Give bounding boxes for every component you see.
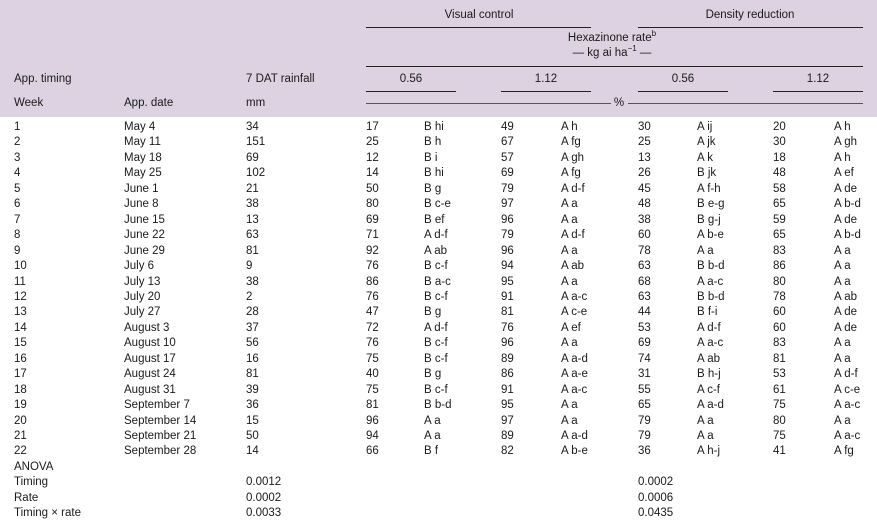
table-header: [0, 0, 877, 117]
cell-week: 17: [14, 368, 27, 381]
cell-visual-056-letters: A d-f: [424, 321, 448, 334]
cell-density-112-letters: A a: [834, 414, 851, 427]
cell-density-112-letters: A ab: [834, 290, 858, 303]
cell-visual-056-letters: B c-f: [424, 290, 448, 303]
cell-app-date: July 20: [124, 290, 161, 303]
cell-density-056-value: 38: [638, 213, 651, 226]
cell-density-112-letters: A d-f: [834, 368, 858, 381]
cell-visual-112-value: 67: [501, 136, 514, 149]
cell-density-056-letters: A ij: [697, 121, 713, 133]
cell-visual-056-letters: B hi: [424, 121, 444, 133]
cell-visual-112-letters: A a: [561, 198, 578, 211]
anova-density-pvalue: 0.0435: [638, 507, 674, 520]
cell-rainfall: 36: [246, 399, 259, 412]
cell-rainfall: 81: [246, 368, 259, 381]
cell-rainfall: 2: [246, 290, 253, 303]
cell-density-056-value: 26: [638, 167, 651, 180]
cell-week: 19: [14, 399, 27, 412]
percent-rule-right: [628, 103, 863, 104]
cell-density-056-letters: A jk: [697, 136, 716, 149]
cell-density-112-letters: A gh: [834, 136, 858, 149]
cell-density-056-letters: A a: [697, 414, 714, 427]
density-group-rule: [638, 27, 863, 28]
cell-density-112-value: 41: [773, 445, 786, 458]
cell-density-112-value: 80: [773, 414, 786, 427]
cell-rainfall: 102: [246, 167, 266, 180]
cell-app-date: June 8: [124, 198, 159, 211]
cell-rainfall: 50: [246, 430, 259, 442]
cell-week: 15: [14, 337, 27, 350]
cell-density-112-value: 58: [773, 182, 786, 195]
cell-density-056-value: 30: [638, 121, 651, 133]
cell-density-056-letters: A c-f: [697, 383, 721, 396]
cell-app-date: August 24: [124, 368, 176, 381]
cell-visual-112-value: 86: [501, 368, 514, 381]
cell-density-056-letters: B b-d: [697, 260, 725, 272]
cell-week: 22: [14, 445, 27, 458]
cell-visual-112-letters: A fg: [561, 167, 581, 180]
percent-heading: %: [613, 97, 625, 109]
cell-visual-056-value: 12: [366, 151, 379, 164]
cell-density-112-value: 75: [773, 399, 786, 412]
cell-visual-056-value: 80: [366, 198, 379, 211]
cell-density-056-letters: B b-d: [697, 290, 725, 303]
cell-app-date: June 15: [124, 213, 165, 226]
cell-rainfall: 13: [246, 213, 259, 226]
cell-week: 1: [14, 121, 21, 133]
cell-visual-112-letters: A a-e: [561, 368, 588, 381]
cell-week: 5: [14, 182, 21, 195]
cell-visual-056-value: 76: [366, 337, 379, 350]
cell-visual-112-letters: A h: [561, 121, 578, 133]
anova-label: Timing: [14, 476, 49, 489]
cell-visual-056-letters: B g: [424, 306, 442, 319]
rate-units-heading: — kg ai $ha^{-1}$ —: [572, 44, 652, 59]
mm-heading: mm: [246, 97, 266, 109]
cell-rainfall: 16: [246, 352, 259, 365]
rate-rule-1: [366, 91, 456, 92]
cell-density-056-value: 74: [638, 352, 651, 365]
cell-visual-056-letters: B hi: [424, 167, 444, 180]
cell-week: 20: [14, 414, 27, 427]
cell-density-056-value: 79: [638, 414, 651, 427]
cell-visual-112-letters: A a-c: [561, 290, 588, 303]
cell-density-056-value: 69: [638, 337, 651, 350]
cell-density-112-value: 81: [773, 352, 786, 365]
cell-app-date: July 6: [124, 260, 155, 272]
cell-visual-056-value: 81: [366, 399, 379, 412]
cell-density-112-letters: A b-d: [834, 229, 861, 242]
cell-visual-056-letters: B ef: [424, 213, 445, 226]
cell-density-112-letters: A ef: [834, 167, 854, 180]
cell-rainfall: 63: [246, 229, 259, 242]
cell-visual-112-value: 97: [501, 414, 514, 427]
cell-density-056-letters: A b-e: [697, 229, 724, 242]
cell-density-056-letters: A k: [697, 151, 713, 164]
cell-visual-112-letters: A a-d: [561, 430, 588, 442]
cell-week: 18: [14, 383, 27, 396]
cell-visual-112-letters: A b-e: [561, 445, 588, 458]
cell-visual-112-value: 96: [501, 244, 514, 257]
cell-week: 21: [14, 430, 27, 442]
cell-visual-056-letters: A a: [424, 414, 441, 427]
cell-rainfall: 56: [246, 337, 259, 350]
week-heading: Week: [14, 97, 44, 109]
rate-rule-3: [638, 91, 728, 92]
cell-visual-112-value: 49: [501, 121, 514, 133]
cell-density-112-letters: A a: [834, 260, 851, 272]
cell-density-056-value: 63: [638, 260, 651, 272]
cell-density-112-letters: A a-c: [834, 430, 861, 442]
cell-density-112-value: 83: [773, 337, 786, 350]
cell-app-date: June 1: [124, 182, 159, 195]
rate-group-rule: [366, 66, 863, 67]
cell-density-112-value: 60: [773, 321, 786, 334]
cell-density-056-letters: A ab: [697, 352, 721, 365]
cell-week: 6: [14, 198, 21, 211]
cell-density-112-value: 65: [773, 229, 786, 242]
cell-density-056-letters: B e-g: [697, 198, 725, 211]
cell-app-date: July 27: [124, 306, 161, 319]
cell-visual-112-letters: A ab: [561, 260, 585, 272]
anova-label: Timing × rate: [14, 507, 82, 520]
cell-density-112-value: 78: [773, 290, 786, 303]
cell-density-112-letters: A a: [834, 244, 851, 257]
cell-density-112-value: 80: [773, 275, 786, 288]
cell-visual-112-value: 79: [501, 182, 514, 195]
cell-visual-056-value: 66: [366, 445, 379, 458]
anova-density-pvalue: 0.0006: [638, 491, 674, 504]
visual-group-rule: [366, 27, 591, 28]
cell-density-112-letters: A de: [834, 321, 858, 334]
cell-week: 16: [14, 352, 27, 365]
cell-density-112-letters: A fg: [834, 445, 854, 458]
rainfall-heading: 7 DAT rainfall: [246, 73, 315, 85]
cell-density-112-letters: A a: [834, 337, 851, 350]
cell-rainfall: 38: [246, 198, 259, 211]
cell-visual-056-letters: B i: [424, 151, 438, 164]
rate-heading-visual-056: 0.56: [399, 73, 423, 85]
rate-rule-4: [773, 91, 863, 92]
cell-visual-112-letters: A a-c: [561, 383, 588, 396]
cell-density-056-letters: A a-c: [697, 337, 724, 350]
cell-density-112-value: 53: [773, 368, 786, 381]
cell-density-112-value: 30: [773, 136, 786, 149]
cell-visual-112-letters: A a: [561, 337, 578, 350]
cell-visual-112-value: 82: [501, 445, 514, 458]
cell-visual-056-value: 75: [366, 352, 379, 365]
cell-density-056-value: 63: [638, 290, 651, 303]
cell-rainfall: 14: [246, 445, 259, 458]
cell-density-056-value: 13: [638, 151, 651, 164]
cell-visual-112-letters: A a: [561, 213, 578, 226]
cell-density-112-letters: A a-c: [834, 399, 861, 412]
cell-density-112-letters: A h: [834, 121, 851, 133]
cell-visual-112-value: 79: [501, 229, 514, 242]
cell-app-date: September 7: [124, 399, 190, 412]
cell-visual-056-value: 47: [366, 306, 379, 319]
cell-week: 12: [14, 290, 27, 303]
cell-rainfall: 39: [246, 383, 259, 396]
cell-rainfall: 34: [246, 121, 259, 133]
cell-week: 9: [14, 244, 21, 257]
cell-visual-056-value: 69: [366, 213, 379, 226]
cell-visual-056-value: 86: [366, 275, 379, 288]
cell-app-date: May 18: [124, 151, 162, 164]
cell-visual-112-letters: A a: [561, 414, 578, 427]
cell-app-date: July 13: [124, 275, 161, 288]
cell-visual-056-value: 94: [366, 430, 379, 442]
cell-density-056-value: 53: [638, 321, 651, 334]
cell-week: 7: [14, 213, 21, 226]
cell-density-112-value: 86: [773, 260, 786, 272]
cell-visual-056-letters: B g: [424, 368, 442, 381]
cell-density-056-letters: A d-f: [697, 321, 721, 334]
app-date-heading: App. date: [124, 97, 174, 109]
cell-visual-056-value: 76: [366, 260, 379, 272]
cell-app-date: June 29: [124, 244, 165, 257]
cell-visual-056-letters: B c-f: [424, 260, 448, 272]
cell-visual-112-value: 97: [501, 198, 514, 211]
cell-density-112-letters: A b-d: [834, 198, 861, 211]
cell-app-date: August 10: [124, 337, 176, 350]
cell-visual-112-value: 91: [501, 290, 514, 303]
cell-visual-112-letters: A a: [561, 244, 578, 257]
anova-visual-pvalue: 0.0012: [246, 476, 282, 489]
hexazinone-rate-heading: Hexazinone rate$^b$: [567, 29, 657, 44]
cell-visual-112-value: 95: [501, 275, 514, 288]
cell-visual-112-letters: A d-f: [561, 229, 585, 242]
cell-week: 2: [14, 136, 21, 149]
cell-visual-112-letters: A a: [561, 275, 578, 288]
cell-visual-056-letters: B c-f: [424, 383, 448, 396]
cell-density-056-value: 68: [638, 275, 651, 288]
cell-density-056-value: 45: [638, 182, 651, 195]
cell-visual-056-value: 50: [366, 182, 379, 195]
cell-visual-112-value: 69: [501, 167, 514, 180]
density-reduction-heading: Density reduction: [705, 9, 795, 21]
cell-density-056-letters: B f-i: [697, 306, 718, 319]
cell-week: 10: [14, 260, 27, 272]
cell-density-112-value: 75: [773, 430, 786, 442]
cell-visual-056-value: 76: [366, 290, 379, 303]
cell-density-112-value: 48: [773, 167, 786, 180]
cell-visual-112-letters: A fg: [561, 136, 581, 149]
percent-rule-left: [366, 103, 611, 104]
cell-density-112-value: 59: [773, 213, 786, 226]
cell-density-112-value: 61: [773, 383, 786, 396]
cell-density-056-letters: A a-c: [697, 275, 724, 288]
cell-rainfall: 151: [246, 136, 266, 149]
cell-rainfall: 9: [246, 260, 253, 272]
anova-density-pvalue: 0.0002: [638, 476, 674, 489]
cell-visual-112-value: 95: [501, 399, 514, 412]
cell-density-056-value: 25: [638, 136, 651, 149]
cell-density-056-value: 79: [638, 430, 651, 442]
cell-density-056-letters: B g-j: [697, 213, 721, 226]
cell-density-112-value: 60: [773, 306, 786, 319]
cell-visual-056-value: 96: [366, 414, 379, 427]
cell-density-056-value: 55: [638, 383, 651, 396]
cell-visual-112-letters: A a-d: [561, 352, 588, 365]
rate-rule-2: [501, 91, 591, 92]
app-timing-heading: App. timing: [14, 73, 72, 85]
cell-rainfall: 37: [246, 321, 259, 334]
cell-density-056-letters: A a-d: [697, 399, 724, 412]
cell-app-date: September 14: [124, 414, 197, 427]
cell-visual-112-value: 76: [501, 321, 514, 334]
visual-control-heading: Visual control: [444, 9, 514, 21]
cell-visual-056-value: 71: [366, 229, 379, 242]
cell-visual-056-value: 72: [366, 321, 379, 334]
cell-visual-112-letters: A c-e: [561, 306, 588, 319]
cell-visual-112-value: 94: [501, 260, 514, 272]
cell-density-056-value: 44: [638, 306, 651, 319]
cell-visual-112-value: 96: [501, 213, 514, 226]
cell-visual-056-letters: B c-f: [424, 337, 448, 350]
cell-visual-112-value: 96: [501, 337, 514, 350]
cell-density-112-value: 83: [773, 244, 786, 257]
cell-density-056-value: 36: [638, 445, 651, 458]
cell-rainfall: 81: [246, 244, 259, 257]
cell-visual-056-letters: A ab: [424, 244, 448, 257]
cell-visual-056-value: 40: [366, 368, 379, 381]
cell-visual-056-letters: B b-d: [424, 399, 452, 412]
cell-density-112-letters: A de: [834, 182, 858, 195]
cell-app-date: May 4: [124, 121, 156, 133]
cell-app-date: June 22: [124, 229, 165, 242]
cell-density-056-letters: A a: [697, 430, 714, 442]
cell-density-112-letters: A a: [834, 275, 851, 288]
cell-visual-112-value: 89: [501, 430, 514, 442]
cell-visual-056-letters: B g: [424, 182, 442, 195]
cell-visual-056-letters: B c-f: [424, 352, 448, 365]
cell-app-date: August 3: [124, 321, 170, 334]
cell-week: 13: [14, 306, 27, 319]
cell-visual-112-letters: A a: [561, 399, 578, 412]
cell-density-112-value: 18: [773, 151, 786, 164]
cell-app-date: September 21: [124, 430, 197, 442]
cell-app-date: August 17: [124, 352, 176, 365]
cell-density-112-letters: A a: [834, 352, 851, 365]
cell-density-112-letters: A de: [834, 306, 858, 319]
cell-rainfall: 38: [246, 275, 259, 288]
cell-visual-056-letters: A a: [424, 430, 441, 442]
cell-density-056-value: 65: [638, 399, 651, 412]
anova-title: ANOVA: [14, 460, 54, 473]
cell-density-056-letters: A a: [697, 244, 714, 257]
cell-visual-056-letters: B c-e: [424, 198, 451, 211]
cell-density-112-letters: A h: [834, 151, 851, 164]
cell-visual-056-value: 92: [366, 244, 379, 257]
cell-density-056-value: 48: [638, 198, 651, 211]
cell-density-056-value: 60: [638, 229, 651, 242]
anova-visual-pvalue: 0.0002: [246, 491, 282, 504]
cell-density-056-letters: B h-j: [697, 368, 721, 381]
cell-app-date: May 25: [124, 167, 162, 180]
cell-density-112-value: 65: [773, 198, 786, 211]
cell-visual-112-value: 91: [501, 383, 514, 396]
anova-label: Rate: [14, 491, 39, 504]
cell-visual-112-letters: A d-f: [561, 182, 585, 195]
cell-visual-112-letters: A ef: [561, 321, 581, 334]
cell-week: 3: [14, 151, 21, 164]
cell-density-056-value: 78: [638, 244, 651, 257]
cell-app-date: September 28: [124, 445, 197, 458]
cell-rainfall: 21: [246, 182, 259, 195]
cell-visual-056-letters: A d-f: [424, 229, 448, 242]
cell-week: 14: [14, 321, 27, 334]
cell-visual-112-value: 57: [501, 151, 514, 164]
cell-visual-112-value: 89: [501, 352, 514, 365]
cell-week: 4: [14, 167, 21, 180]
cell-visual-056-letters: B a-c: [424, 275, 451, 288]
cell-density-056-letters: A f-h: [697, 182, 721, 195]
cell-visual-112-value: 81: [501, 306, 514, 319]
cell-visual-056-value: 75: [366, 383, 379, 396]
cell-visual-056-value: 14: [366, 167, 379, 180]
anova-visual-pvalue: 0.0033: [246, 507, 282, 520]
cell-density-056-letters: A h-j: [697, 445, 721, 458]
cell-app-date: May 11: [124, 136, 161, 149]
cell-density-056-letters: B jk: [697, 167, 717, 180]
cell-visual-112-letters: A gh: [561, 151, 585, 164]
cell-density-112-value: 20: [773, 121, 786, 133]
cell-week: 11: [14, 275, 26, 288]
cell-visual-056-letters: B f: [424, 445, 439, 458]
cell-rainfall: 15: [246, 414, 259, 427]
rate-heading-density-056: 0.56: [671, 73, 695, 85]
rate-heading-density-112: 1.12: [806, 73, 830, 85]
cell-visual-056-letters: B h: [424, 136, 442, 149]
cell-density-112-letters: A c-e: [834, 383, 861, 396]
cell-rainfall: 28: [246, 306, 259, 319]
cell-visual-056-value: 17: [366, 121, 379, 133]
cell-rainfall: 69: [246, 151, 259, 164]
rate-heading-visual-112: 1.12: [534, 73, 558, 85]
cell-density-112-letters: A de: [834, 213, 858, 226]
cell-visual-056-value: 25: [366, 136, 379, 149]
cell-week: 8: [14, 229, 21, 242]
cell-density-056-value: 31: [638, 368, 651, 381]
cell-app-date: August 31: [124, 383, 176, 396]
